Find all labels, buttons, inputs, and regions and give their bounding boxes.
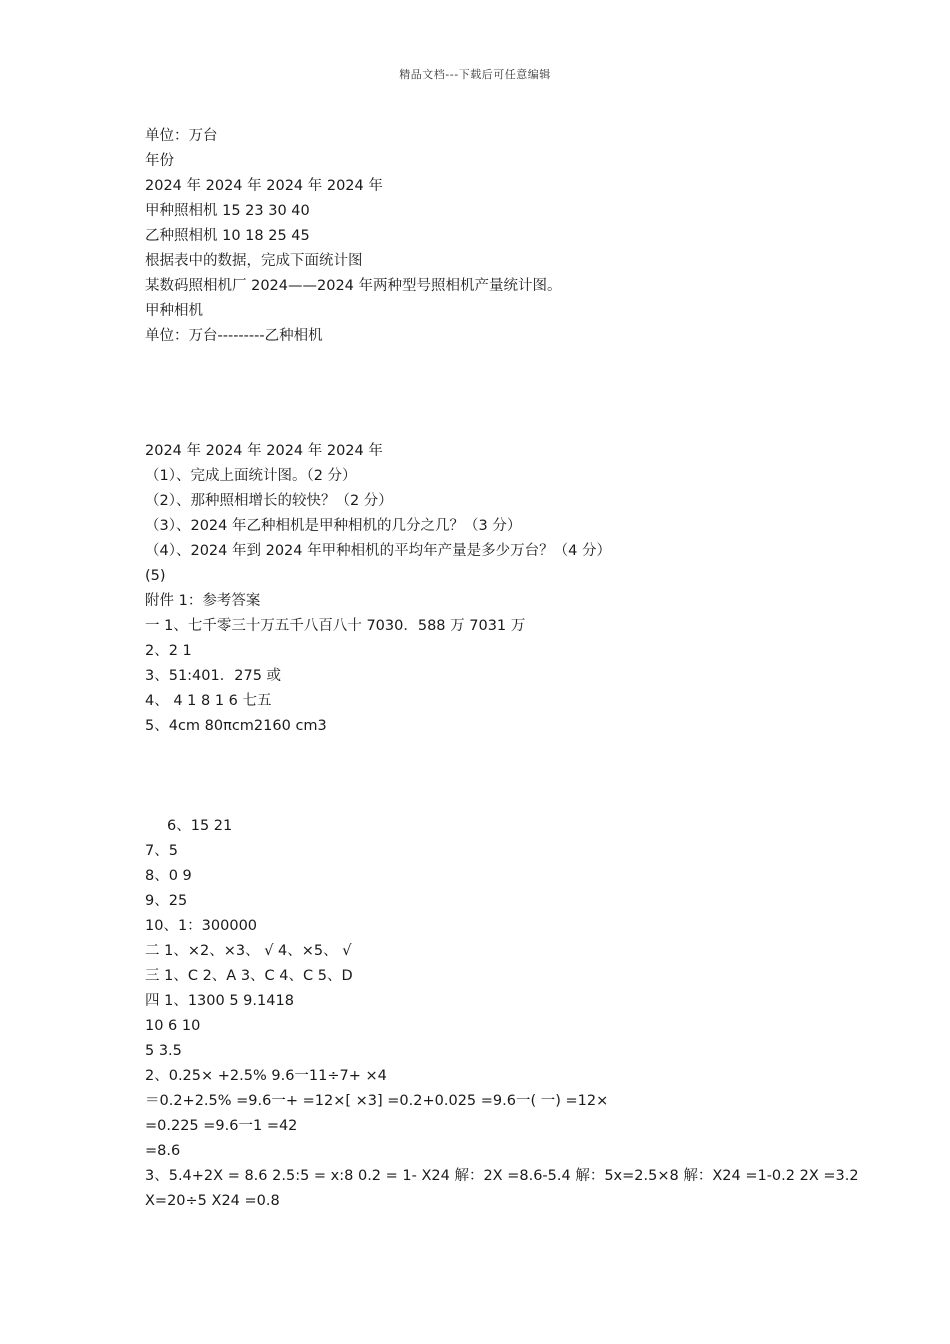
answer-line: 5、4cm 80πcm2160 cm3	[145, 718, 327, 734]
answer-line: 7、5	[145, 843, 178, 859]
document-body	[145, 124, 859, 1214]
answer-line: 10、1：300000	[145, 918, 258, 934]
question-2: （2）、那种照相增长的较快？（2 分）	[145, 493, 393, 509]
answer-line: 5 3.5	[145, 1043, 182, 1059]
question-5: (5)	[145, 568, 166, 584]
answer-line: 一 1、七千零三十万五千八百八十 7030．588 万 7031 万	[145, 618, 526, 634]
instruction-text: 根据表中的数据，完成下面统计图	[145, 253, 363, 269]
answer-line: 3、5.4+2X = 8.6 2.5:5 = x:8 0.2 = 1- X24 解：2X =8.6-5.4 解：5x=2.5×8 解：X24 =1-0.2 2X =3.2	[145, 1168, 859, 1184]
year-heading: 年份	[145, 153, 174, 169]
legend-unit-camera-b: 单位：万台---------乙种相机	[145, 328, 323, 344]
question-4: （4）、2024 年到 2024 年甲种相机的平均年产量是多少万台？（4 分）	[145, 543, 611, 559]
answer-line: 3、51:401．275 或	[145, 668, 282, 684]
blank-space	[145, 739, 845, 814]
chart-area-blank	[145, 349, 845, 439]
answer-line: 2、2 1	[145, 643, 192, 659]
answer-line: 10 6 10	[145, 1018, 201, 1034]
table-section	[145, 124, 845, 349]
answer-line: =0.225 =9.6一1 =42	[145, 1118, 298, 1134]
answer-line: 三 1、C 2、A 3、C 4、C 5、D	[145, 968, 353, 984]
chart-year-axis: 2024 年 2024 年 2024 年 2024 年	[145, 443, 383, 459]
question-3: （3）、2024 年乙种相机是甲种相机的几分之几？（3 分）	[145, 518, 522, 534]
camera-b-row: 乙种照相机 10 18 25 45	[145, 228, 310, 244]
answer-line: 2、0.25× +2.5% 9.6一11÷7+ ×4	[145, 1068, 387, 1084]
answers-section	[145, 814, 859, 1214]
answer-line: 4、 4 1 8 1 6 七五	[145, 693, 272, 709]
camera-a-row: 甲种照相机 15 23 30 40	[145, 203, 310, 219]
question-1: （1）、完成上面统计图。（2 分）	[145, 468, 357, 484]
answer-line: =8.6	[145, 1143, 181, 1159]
appendix-heading: 附件 1：参考答案	[145, 593, 261, 609]
answer-line: 8、0 9	[145, 868, 192, 884]
answer-line: X=20÷5 X24 =0.8	[145, 1193, 280, 1209]
year-row: 2024 年 2024 年 2024 年 2024 年	[145, 178, 383, 194]
unit-label: 单位：万台	[145, 128, 218, 144]
legend-camera-a: 甲种相机	[145, 303, 203, 319]
answer-line: 9、25	[145, 893, 188, 909]
chart-title: 某数码照相机厂 2024——2024 年两种型号照相机产量统计图。	[145, 278, 562, 294]
answer-line: 四 1、1300 5 9.1418	[145, 993, 294, 1009]
questions-section	[145, 439, 845, 739]
answer-line: 6、15 21	[167, 818, 233, 834]
answer-line: 二 1、×2、×3、 √ 4、×5、 √	[145, 943, 352, 959]
answer-line: ＝0.2+2.5% =9.6一+ =12×[ ×3] =0.2+0.025 =9.6一( 一) =12×	[145, 1093, 609, 1109]
page-header: 精品文档---下载后可任意编辑	[399, 68, 551, 81]
